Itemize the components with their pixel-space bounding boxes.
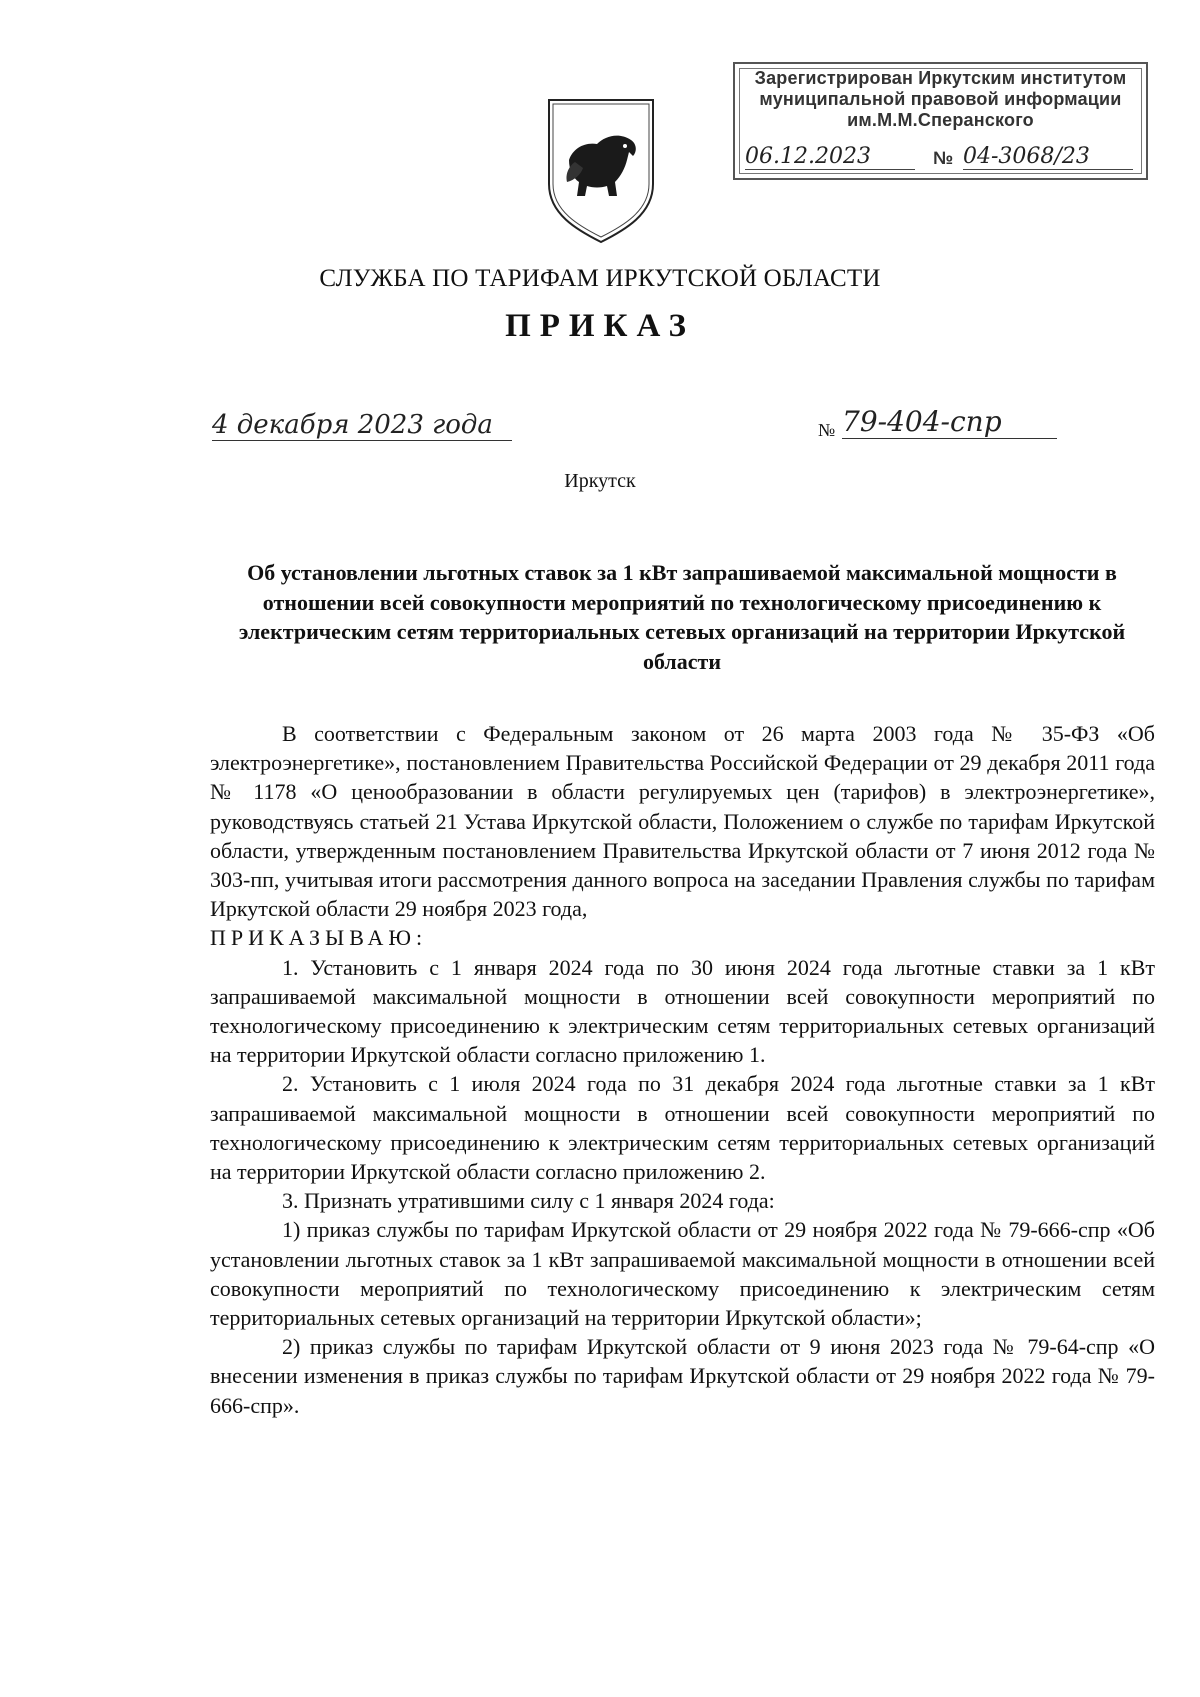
document-title: Об установлении льготных ставок за 1 кВт запрашиваемой максимальной мощности в отношении всей совокупности мероприятий по технологическому присоединению к электрическим сетям территориальных сетевых организаций на территории Иркутской области [238, 560, 1126, 674]
stamp-registration-row [745, 144, 1136, 174]
stamp-line-1: Зарегистрирован Иркутским институтом [754, 68, 1127, 88]
stamp-number-label: № [933, 148, 954, 168]
registration-stamp [733, 62, 1148, 180]
coat-of-arms-emblem [545, 96, 657, 246]
order-word: ПРИКАЗЫВАЮ: [210, 925, 428, 951]
stamp-line-2: муниципальной правовой информации [759, 89, 1122, 109]
document-city: Иркутск [564, 470, 636, 492]
agency-name: СЛУЖБА ПО ТАРИФАМ ИРКУТСКОЙ ОБЛАСТИ [319, 265, 881, 292]
order-item-2: 2. Установить с 1 июля 2024 года по 31 декабря 2024 года льготные ставки за 1 кВт запрашиваемой максимальной мощности в отношении всей совокупности мероприятий по технологическому присоединению к электрическим сетям территориальных сетевых организаций на территории Иркутской области согласно приложению 2. [210, 1071, 1155, 1185]
preamble-paragraph: В соответствии с Федеральным законом от 26 марта 2003 года № 35-ФЗ «Об электроэнергетике», постановлением Правительства Российской Федерации от 29 декабря 2011 года № 1178 «О ценообразовании в области регулируемых цен (тарифов) в электроэнергетике», руководствуясь статьей 21 Устава Иркутской области, Положением о службе по тарифам Иркутской области, утвержденным постановлением Правительства Иркутской области от 7 июня 2012 года № 303-пп, учитывая итоги рассмотрения данного вопроса на заседании Правления службы по тарифам Иркутской области 29 ноября 2023 года, [210, 721, 1155, 922]
document-number: 79-404-спр [842, 405, 1057, 439]
stamp-line-3: им.М.М.Сперанского [847, 110, 1034, 130]
order-item-3-subitem-1: 1) приказ службы по тарифам Иркутской области от 29 ноября 2022 года № 79-666-спр «Об установлении льготных ставок за 1 кВт запрашиваемой максимальной мощности в отношении всей совокупности мероприятий по технологическому присоединению к электрическим сетям территориальных сетевых организаций на территории Иркутской области»; [210, 1217, 1155, 1331]
document-type-heading: ПРИКАЗ [505, 308, 695, 344]
document-number-label: № [818, 420, 836, 440]
stamp-number: 04-3068/23 [963, 144, 1133, 170]
document-body [210, 719, 1155, 1420]
order-item-3-subitem-2: 2) приказ службы по тарифам Иркутской области от 9 июня 2023 года № 79-64-спр «О внесении изменения в приказ службы по тарифам Иркутской области от 29 ноября 2022 года № 79-666-спр». [210, 1334, 1155, 1418]
order-item-1: 1. Установить с 1 января 2024 года по 30 июня 2024 года льготные ставки за 1 кВт запрашиваемой максимальной мощности в отношении всей совокупности мероприятий по технологическому присоединению к электрическим сетям территориальных сетевых организаций на территории Иркутской области согласно приложению 1. [210, 954, 1155, 1068]
order-item-3: 3. Признать утратившими силу с 1 января 2024 года: [282, 1188, 775, 1214]
document-date: 4 декабря 2023 года [212, 410, 512, 441]
stamp-date: 06.12.2023 [745, 144, 915, 170]
